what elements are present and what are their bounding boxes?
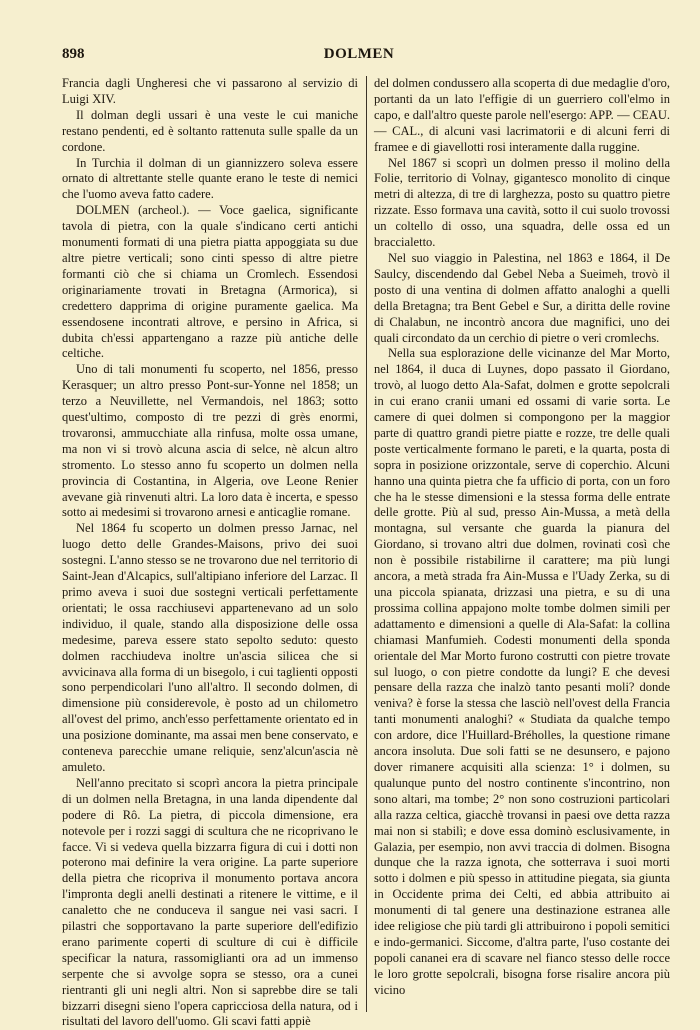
page-number: 898	[62, 46, 85, 62]
paragraph: Il dolman degli ussari è una veste le cui maniche restano pendenti, ed è soltanto rattenuta sulle spalle da un cordone.	[62, 107, 358, 154]
left-column	[62, 76, 358, 1029]
right-column	[374, 76, 670, 1016]
paragraph: Nel suo viaggio in Palestina, nel 1863 e 1864, il De Saulcy, discendendo dal Gebel Neba a Sueimeh, trovò il posto di una ventina di dolmen affatto analoghi a quelli della Bretagna; tra Bent Gebel e Sur, a diritta delle rovine di Chalabun, ne incontrò ancora due magnifici, uno dei quali circondato da un cerchio di pietre o veri cromlechs.	[374, 250, 670, 345]
running-title: DOLMEN	[323, 46, 395, 62]
column-divider	[366, 76, 367, 1012]
paragraph: del dolmen condussero alla scoperta di due medaglie d'oro, portanti da un lato l'effigie di un guerriero coll'elmo in capo, e dall'altro queste parole nell'esergo: APP. — CEAU. — CAL., di alcuni vasi lacrimatorii e di alcuni ferri di framee e di giavellotti rosi interamente dalla ruggine.	[374, 76, 670, 154]
paragraph: Uno di tali monumenti fu scoperto, nel 1856, presso Kerasquer; un altro presso Pont-sur-Yonne nel 1858; un terzo a Neuvillette, nel Vermandois, nel 1863; sotto quest'ultimo, composto di tre pezzi di grès enormi, trovaronsi, ammucchiate alla rinfusa, molte ossa umane, ma non vi si trovò alcuna ascia di selce, nè alcun altro stromento. Lo stesso anno fu scoperto un dolmen nella provincia di Costantina, in Algeria, ove Leone Renier avevane già rinvenuti altri. La loro data è incerta, e spesso sotto ai medesimi si trovarono arnesi e anticaglie romane.	[62, 362, 358, 520]
paragraph: Nell'anno precitato si scoprì ancora la pietra principale di un dolmen nella Bretagna, in una landa dipendente dal podere di Rô. La pietra, di piccola dimensione, era notevole per i rozzi saggi di scultura che ne ricoprivano le facce. Vi si vedeva quella bizzarra figura di cui i dotti non poterono mai definire la vera origine. La parte superiore della pietra che ricopriva il monumento portava ancora l'impronta degli anelli destinati a ritenere le vittime, e il canaletto che ne conduceva il sangue nei vasi sacri. I pilastri che sopportavano la parte superiore dell'edifizio erano parimente coperti di sculture di cui è difficile specificar la natura, rassomiglianti ora ad un immenso serpente che si avvolge sopra se stesso, ora a cunei rientranti gli uni negli altri. Non si saprebbe dire se tali bizzarri disegni sieno l'opera capricciosa della natura, od i risultati del lavoro dell'uomo. Gli scavi fatti appiè	[62, 775, 358, 1029]
page-header	[62, 44, 656, 66]
paragraph: In Turchia il dolman di un giannizzero soleva essere ornato di altrettante stelle quante erano le teste di nemici che l'uomo aveva fatto cadere.	[62, 155, 358, 202]
paragraph: Nel 1864 fu scoperto un dolmen presso Jarnac, nel luogo detto delle Grandes-Maisons, privo dei suoi sostegni. L'anno stesso se ne trovarono due nel territorio di Saint-Jean d'Alcapics, sull'altipiano inferiore del Larzac. Il primo aveva i suoi due sostegni verticali perfettamente orientati; le ossa racchiusevi appartenevano ad un solo individuo, il quale, stando alla disposizione delle ossa medesime, pareva essere stato sepolto seduto: questo dolmen racchiudeva inoltre un'ascia silicea che si avvicinava alla forma di un bisegolo, i cui taglienti opposti sono perpendicolari l'uno all'altro. Il secondo dolmen, di dimensione più considerevole, è posto ad un chilometro all'ovest del primo, anch'esso perfettamente orientato ed in una posizione dominante, ma assai men bene conservato, e conteneva parecchie umane reliquie, senz'alcun'ascia nè amuleto.	[62, 521, 358, 774]
paragraph: Francia dagli Ungheresi che vi passarono al servizio di Luigi XIV.	[62, 76, 358, 106]
entry-heading-paragraph: DOLMEN (archeol.). — Voce gaelica, significante tavola di pietra, con la quale s'indicano certi antichi monumenti formati di una pietra piatta appoggiata su due altre pietre verticali; sono cinti spesso di altre pietre formanti ciò che si chiama un Cromlech. Essendosi originariamente trovati in Bretagna (Armorica), si credettero dapprima di origine puramente gaelica. Ma essendosene incontrati altrove, e persino in Africa, si dubita ch'essi appartengano a razze più antiche delle celtiche.	[62, 203, 358, 361]
paragraph: Nella sua esplorazione delle vicinanze del Mar Morto, nel 1864, il duca di Luynes, dopo passato il Giordano, trovò, al luogo detto Ala-Safat, dolmen e grotte sepolcrali in cui erano cranii umani ed ossami di varie sorta. Le camere di quei dolmen si compongono per la maggior parte di quattro grandi pietre piatte e rozze, tre delle quali poste verticalmente formano le pareti, e la quarta, posta di sopra in posizione orizzontale, serve di coperchio. Alcuni hanno una quinta pietra che fa ufficio di porta, con un foro che ha le stesse dimensioni e la stessa forma delle entrate delle grotte. Più al sud, presso Ain-Mussa, a metà della montagna, sul versante che guarda la pianura del Giordano, si trovano altri due dolmen, rovinati così che non è possibile ristabilirne il carattere; ma più lungi ancora, a metà strada fra Ain-Mussa e l'Uady Zerka, su di una piccola spianata, drizzasi una pietra, e su di una prossima collina appajono molte tombe dolmen simili per adattamento e dimensioni a quelle di Ala-Safat: la collina chiamasi Manfumieh. Codesti monumenti della sponda orientale del Mar Morto furono costrutti con pietre trovate sul luogo, o con pietre condotte da lungi? E che devesi pensare della razza che inalzò tanto pesanti moli? donde veniva? è forse la stessa che lasciò nell'ovest della Francia tanti monumenti analoghi? « Studiata da qualche tempo con ardore, dice l'Huillard-Bréholles, la questione rimane ancora insoluta. Due soli fatti se ne desunsero, e pajono dover rimanere acquisiti alla scienza: 1° i dolmen, su qualunque punto del nostro continente s'incontrino, non sono altari, ma tombe; 2° non sono costruzioni particolari alla razza celtica, giacchè trovansi in paesi ove detta razza mai non si stabilì; e dove essa dominò esclusivamente, in Galazia, per esempio, non avvi traccia di dolmen. Bisogna dunque che la razza ignota, che sotterrava i suoi morti sotto i dolmen e più spesso in attitudine piegata, sia giunta in Occidente prima dei Celti, ed abbia attribuito ai monumenti di tal genere una destinazione estranea alle idee religiose che più tardi gli attribuirono i popoli semitici e indo-germanici. Siccome, d'altra parte, l'uso costante dei popoli cananei era di scavare nel fianco stesso delle rocce le loro grotte sepolcrali, bisogna forse risalire ancora più vicino	[374, 346, 670, 997]
paragraph: Nel 1867 si scoprì un dolmen presso il molino della Folie, territorio di Volnay, gigantesco monolito di cinque metri di altezza, di tre di larghezza, posto su quattro pietre rizzate. Esso formava una cavità, sotto il cui suolo trovossi un coltello di osso, una squadra, delle ossa ed un braccialetto.	[374, 155, 670, 250]
